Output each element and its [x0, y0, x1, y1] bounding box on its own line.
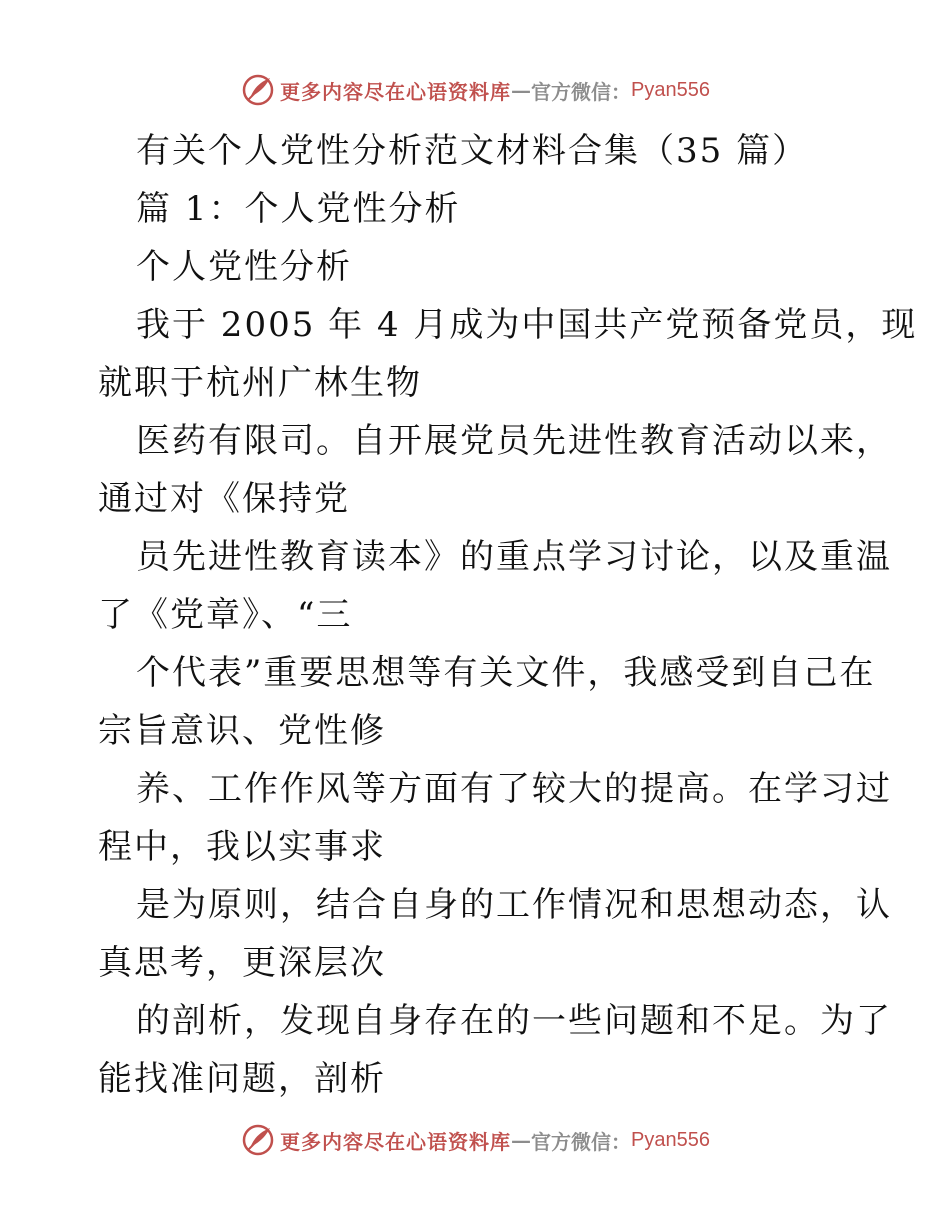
- header-wechat-id: Pyan556: [631, 78, 710, 101]
- feather-circle-logo-icon: [240, 1122, 276, 1158]
- paragraph-line: 个代表”重要思想等有关文件，我感受到自己在: [136, 653, 876, 693]
- header-separator: —: [511, 78, 532, 102]
- header-wechat-label: 官方微信：: [531, 79, 632, 104]
- paragraph-line: 养、工作作风等方面有了较大的提高。在学习过: [136, 769, 892, 809]
- subheading: 个人党性分析: [136, 247, 352, 287]
- paragraph-line: 宗旨意识、党性修: [98, 711, 386, 751]
- footer-separator: —: [511, 1128, 532, 1152]
- header-promo-text: 更多内容尽在心语资料库: [280, 79, 512, 104]
- paragraph-line: 通过对《保持党: [98, 479, 350, 519]
- footer-banner: [0, 1120, 950, 1160]
- document-title: 有关个人党性分析范文材料合集（35 篇）: [136, 131, 809, 171]
- paragraph-line: 我于 2005 年 4 月成为中国共产党预备党员，现: [136, 305, 918, 345]
- paragraph-line: 程中，我以实事求: [98, 827, 386, 867]
- paragraph-line: 就职于杭州广林生物: [98, 363, 422, 403]
- paragraph-line: 了《党章》、“三: [98, 595, 353, 635]
- footer-promo-text: 更多内容尽在心语资料库: [280, 1129, 512, 1154]
- paragraph-line: 员先进性教育读本》的重点学习讨论，以及重温: [136, 537, 892, 577]
- paragraph-line: 真思考，更深层次: [98, 943, 386, 983]
- footer-wechat-id: Pyan556: [631, 1128, 710, 1151]
- document-body: [98, 122, 918, 1108]
- feather-circle-logo-icon: [240, 72, 276, 108]
- footer-wechat-label: 官方微信：: [531, 1129, 632, 1154]
- header-banner: [0, 70, 950, 110]
- section-heading: 篇 1：个人党性分析: [136, 189, 461, 229]
- paragraph-line: 的剖析，发现自身存在的一些问题和不足。为了: [136, 1001, 892, 1041]
- paragraph-line: 医药有限司。自开展党员先进性教育活动以来，: [136, 421, 892, 461]
- paragraph-line: 能找准问题，剖析: [98, 1059, 386, 1099]
- paragraph-line: 是为原则，结合自身的工作情况和思想动态，认: [136, 885, 892, 925]
